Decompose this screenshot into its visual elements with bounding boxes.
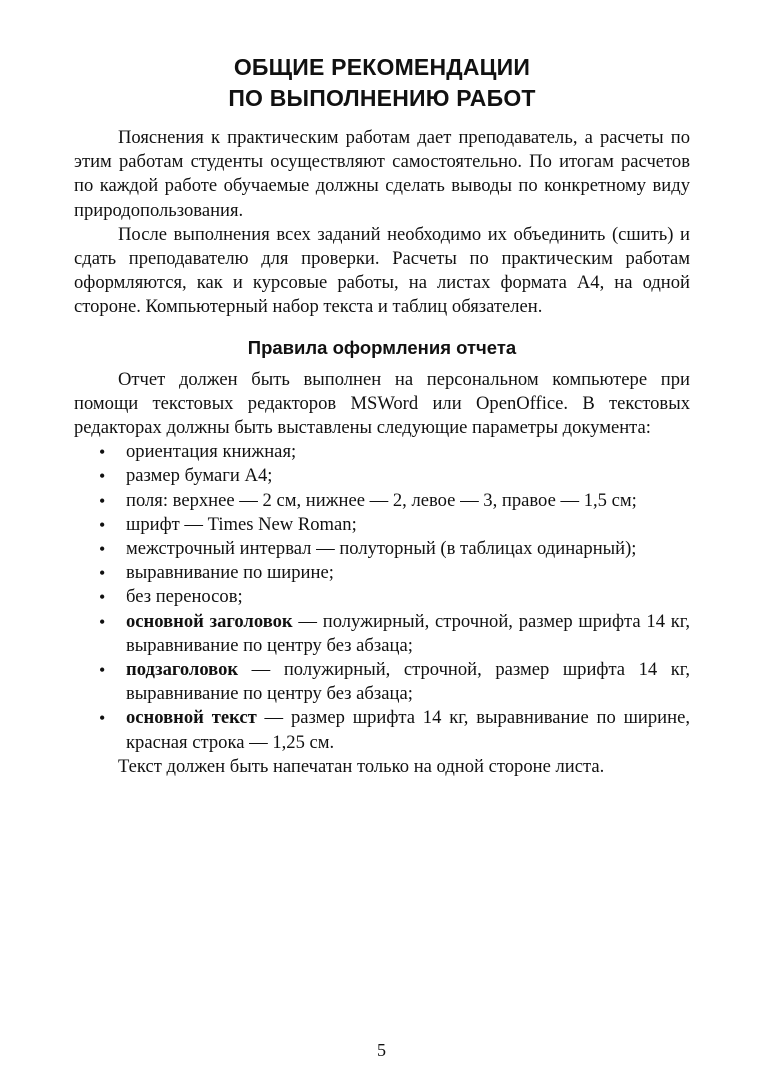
intro-paragraph-2: После выполнения всех заданий необходимо их объединить (сшить) и сдать преподавателю для проверки. Расчеты по практическим работам оформляются, как и курсовые работы, на листах формата А4, на одной стороне. Компьютерный набор текста и таблиц обязателен.: [74, 223, 690, 318]
bullet-icon: •: [99, 442, 106, 463]
rules-item-term: подзаголовок: [126, 659, 239, 681]
rules-item-text: — размер шрифта 14 кг, выравнивание по ширине, красная строка — 1,25 см.: [126, 707, 690, 753]
bullet-icon: •: [99, 587, 106, 608]
rules-list-item: [74, 658, 690, 706]
page-title-line-1: ОБЩИЕ РЕКОМЕНДАЦИИ: [233, 54, 531, 80]
section-subtitle: Правила оформления отчета: [247, 336, 517, 358]
page-title-line-2: ПО ВЫПОЛНЕНИЮ РАБОТ: [228, 85, 536, 111]
rules-item-text: размер бумаги А4;: [126, 465, 273, 487]
rules-list-item: [74, 513, 690, 537]
bullet-icon: •: [99, 490, 106, 511]
bullet-icon: •: [99, 611, 106, 632]
rules-list: [74, 440, 690, 755]
bullet-icon: •: [99, 514, 106, 535]
rules-item-text: шрифт — Times New Roman;: [126, 513, 357, 535]
rules-list-item: [74, 464, 690, 488]
bullet-icon: •: [99, 708, 106, 729]
bullet-icon: •: [99, 563, 106, 584]
rules-list-item: [74, 489, 690, 513]
rules-list-item: [74, 440, 690, 464]
intro-paragraph-1: Пояснения к практическим работам дает преподаватель, а расчеты по этим работам студенты осуществляют самостоятельно. По итогам расчетов по каждой работе обучаемые должны сделать выводы по конкретному виду природопользования.: [74, 127, 690, 221]
rules-item-text: — полужирный, строчной, размер шрифта 14 кг, выравнивание по центру без абзаца;: [126, 659, 690, 705]
rules-list-item: [74, 537, 690, 561]
rules-item-text: межстрочный интервал — полуторный (в таблицах одинарный);: [126, 538, 637, 560]
document-page: [74, 52, 690, 779]
bullet-icon: •: [99, 539, 106, 560]
rules-item-text: без переносов;: [126, 586, 243, 608]
rules-list-item: [74, 585, 690, 609]
rules-item-text: поля: верхнее — 2 см, нижнее — 2, левое — 3, правое — 1,5 см;: [126, 489, 637, 511]
page-title: [74, 52, 690, 114]
rules-list-item: [74, 706, 690, 754]
rules-item-text: — полужирный, строчной, размер шрифта 14 кг, выравнивание по центру без абзаца;: [126, 610, 690, 656]
bullet-icon: •: [99, 466, 106, 487]
rules-list-item: [74, 610, 690, 658]
rules-item-term: основной заголовок: [126, 610, 293, 632]
bullet-icon: •: [99, 660, 106, 681]
rules-lead-paragraph: Отчет должен быть выполнен на персональном компьютере при помощи текстовых редакторов MSWord или OpenOffice. В текстовых редакторах должны быть выставлены следующие параметры документа:: [74, 368, 690, 439]
rules-item-text: ориентация книжная;: [126, 441, 297, 463]
rules-item-text: выравнивание по ширине;: [126, 562, 334, 584]
closing-paragraph: Текст должен быть напечатан только на одной стороне листа.: [118, 755, 605, 777]
rules-list-item: [74, 561, 690, 585]
page-number: 5: [377, 1040, 386, 1060]
rules-item-term: основной текст: [126, 707, 257, 729]
